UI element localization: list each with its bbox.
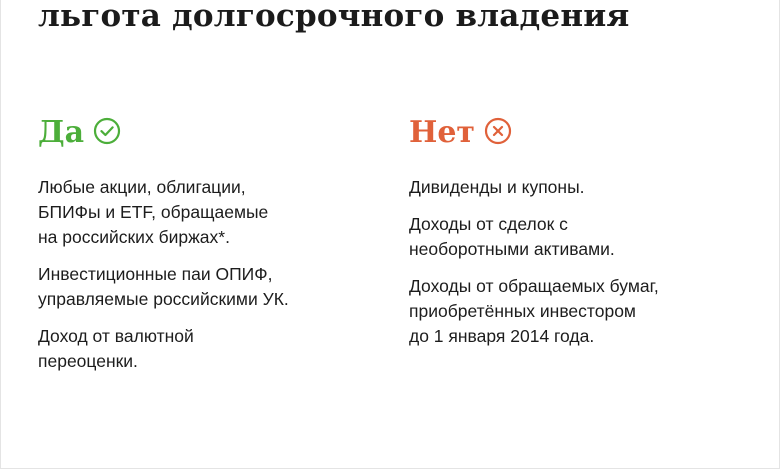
page-title: льгота долгосрочного владения — [38, 0, 630, 34]
yes-item: Любые акции, облигации, БПИФы и ETF, обращаемые на российских биржах*. — [38, 177, 269, 247]
no-item: Дивиденды и купоны. — [409, 177, 585, 197]
no-label: Нет — [409, 115, 476, 150]
yes-item: Инвестиционные паи ОПИФ, управляемые российскими УК. — [38, 264, 289, 309]
yes-list — [38, 175, 378, 374]
no-list — [409, 175, 749, 349]
x-circle-icon — [484, 117, 512, 145]
yes-column — [38, 112, 378, 386]
yes-label: Да — [38, 115, 85, 150]
no-header — [409, 112, 749, 154]
yes-header — [38, 112, 378, 154]
no-item: Доходы от сделок с необоротными активами. — [409, 214, 615, 259]
yes-item: Доход от валютной переоценки. — [38, 326, 194, 371]
check-circle-icon — [93, 117, 121, 145]
no-column — [409, 112, 749, 361]
no-item: Доходы от обращаемых бумаг, приобретённых инвестором до 1 января 2014 года. — [409, 276, 659, 346]
